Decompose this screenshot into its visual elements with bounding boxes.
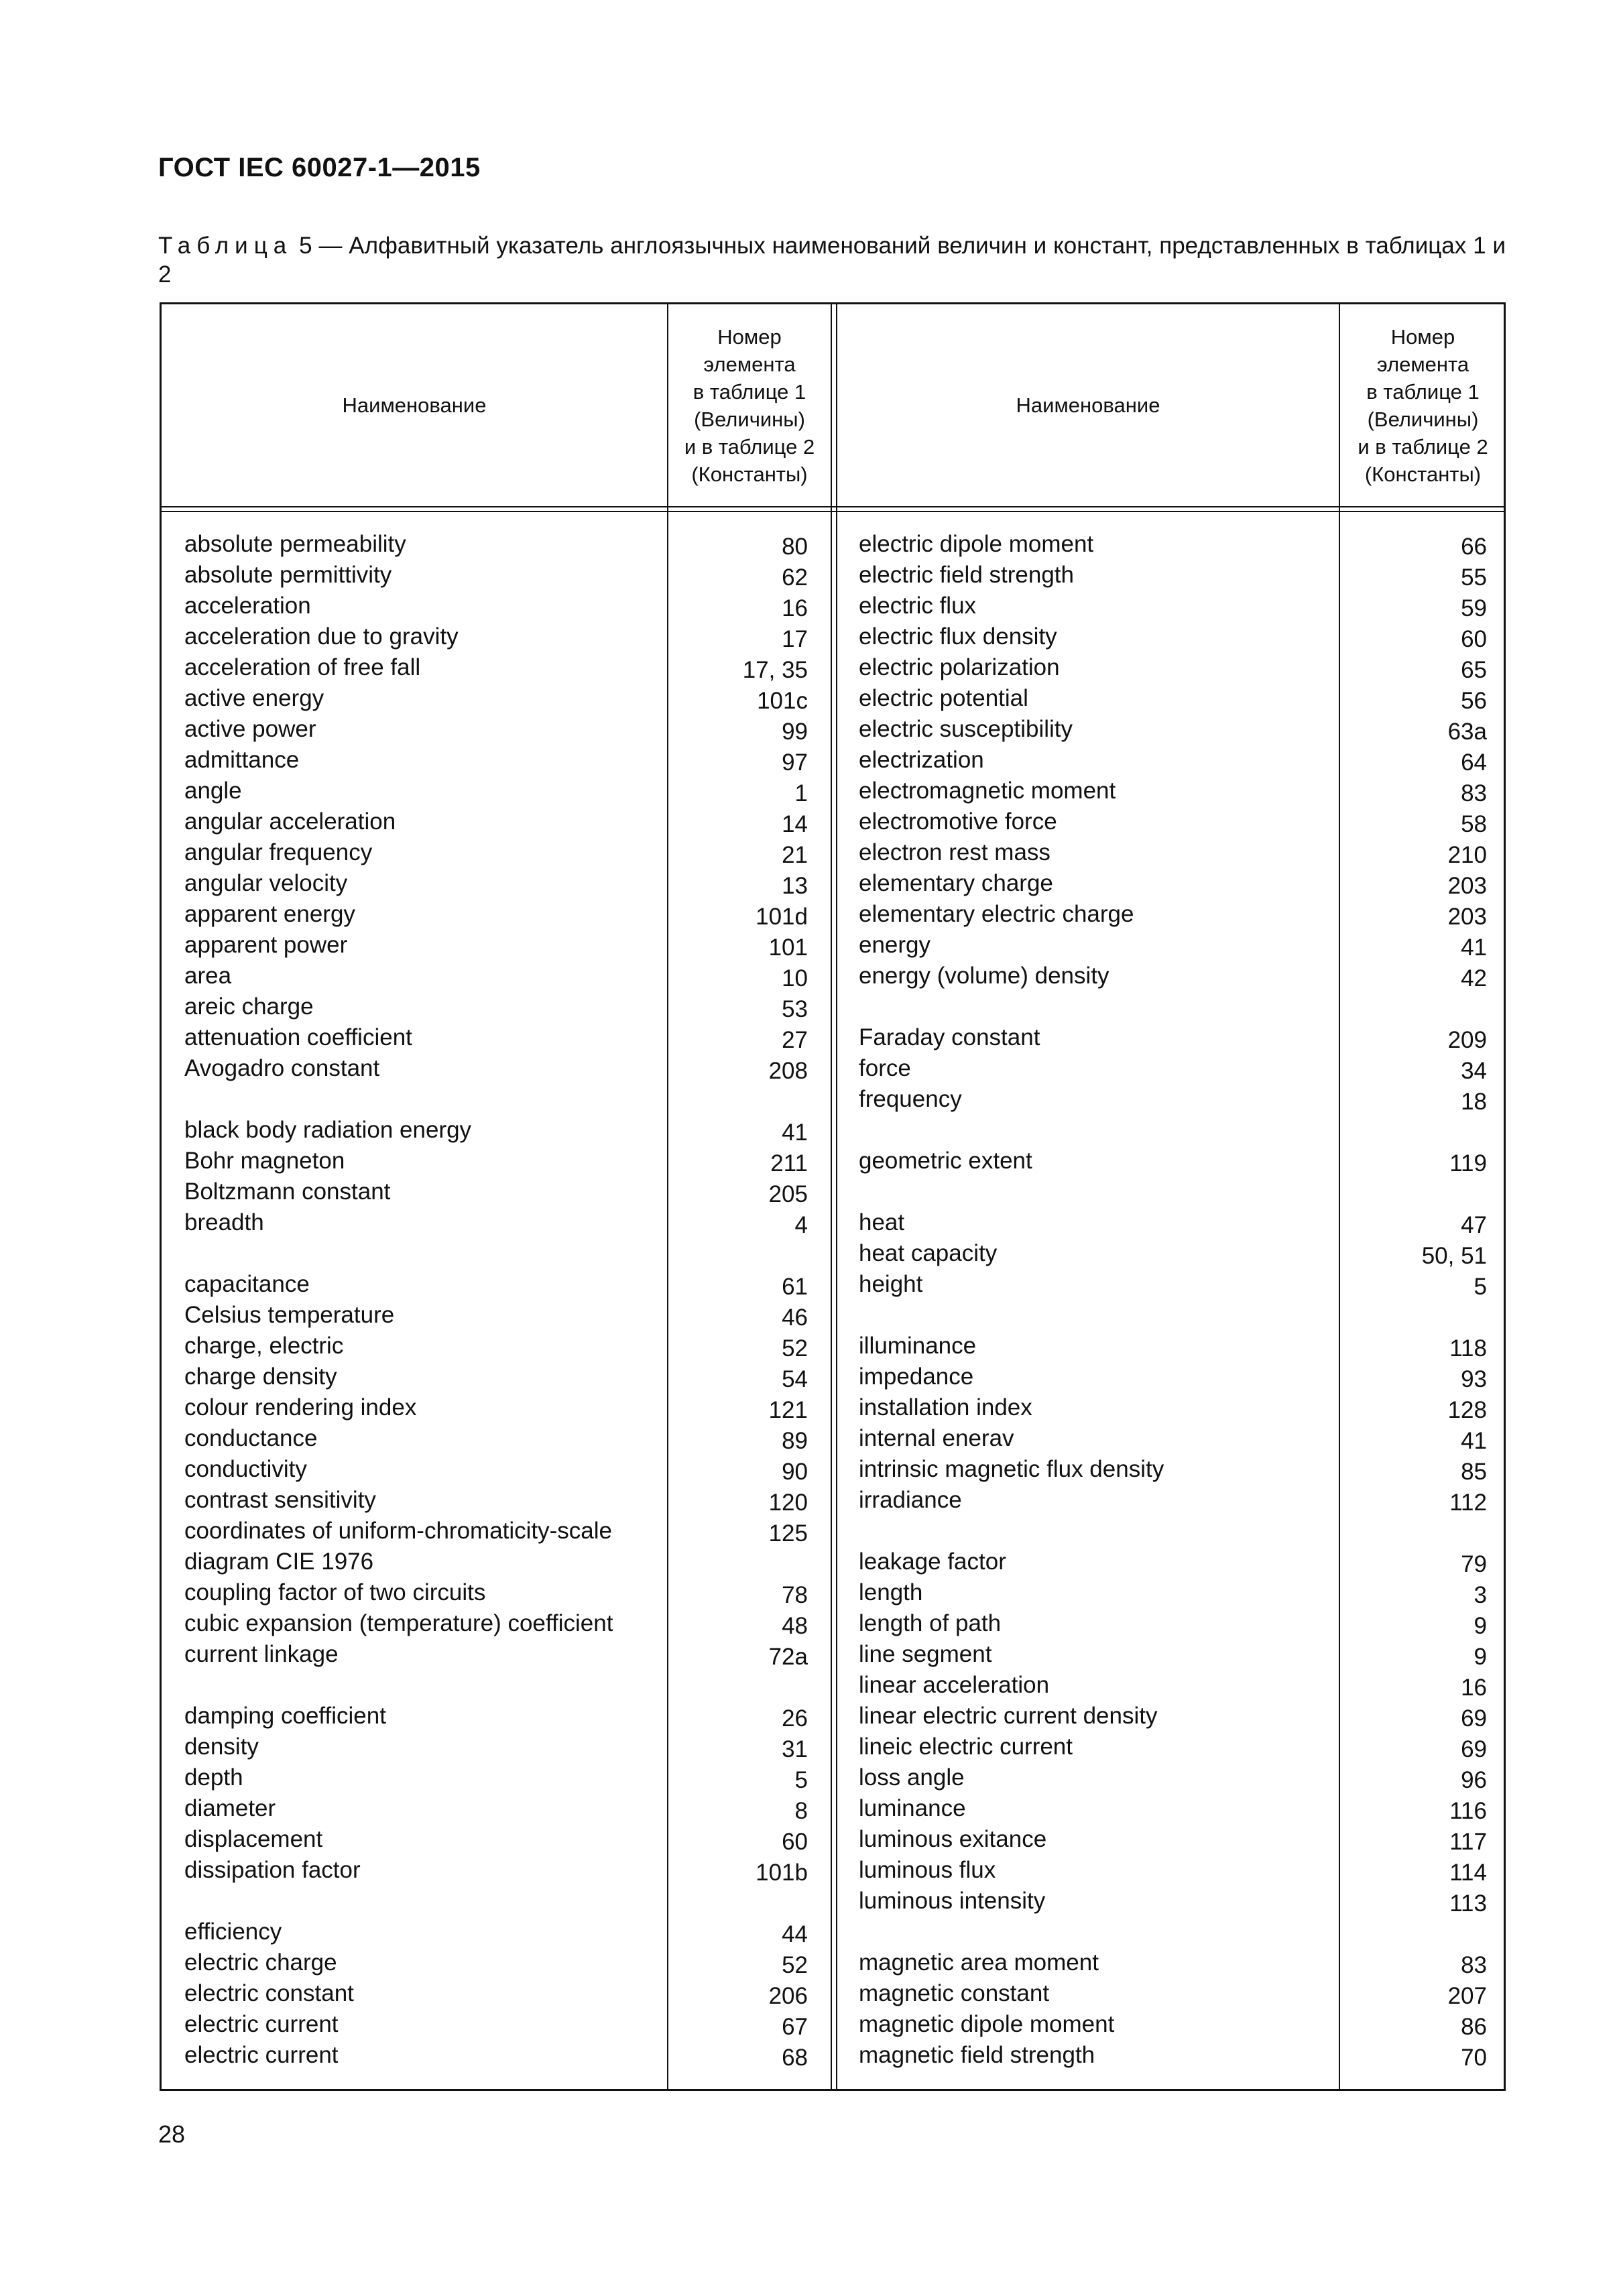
table-row [184,1331,808,1362]
entry-number: 16 [782,595,808,621]
entry-number: 128 [1447,1397,1487,1423]
table-row [859,621,1487,652]
entry-number: 101d [756,904,808,930]
table-row [859,1300,1482,1331]
divider [831,304,832,2089]
entry-name: Bohr magneton [184,1148,345,1174]
entry-name: Celsius temperature [184,1302,395,1328]
entry-number: 52 [782,1335,808,1362]
entry-number: 83 [1461,780,1487,806]
table-row [859,1639,1487,1670]
table-row [859,1762,1487,1793]
entry-name: installation index [859,1394,1032,1421]
table-row [184,1978,808,2009]
entry-number: 64 [1461,749,1487,776]
entry-name: conductivity [184,1456,307,1482]
table-row [859,1392,1487,1423]
entry-name: efficiency [184,1919,282,1945]
entry-number: 42 [1461,965,1487,991]
entry-number: 118 [1449,1335,1487,1362]
entry-number: 96 [1461,1767,1487,1793]
entry-number: 17, 35 [742,657,808,683]
entry-name: illuminance [859,1333,977,1359]
entry-name: length [859,1579,923,1606]
entry-number: 203 [1447,904,1487,930]
entry-name: geometric extent [859,1148,1032,1174]
entry-name: heat capacity [859,1240,998,1266]
entry-number: 21 [782,842,808,868]
entry-number: 112 [1449,1490,1487,1516]
entry-name: luminous intensity [859,1888,1046,1914]
entry-name: electric charge [184,1949,337,1976]
table-caption [158,231,1506,289]
table-row [184,1115,808,1146]
table-row [184,1300,808,1331]
entry-name: elementary charge [859,870,1053,896]
table-row [859,776,1487,806]
table-row [184,1947,808,1978]
entry-number: 89 [782,1428,808,1454]
table-row [184,868,808,899]
entry-number: 4 [794,1212,808,1238]
entry-name: displacement [184,1826,323,1852]
entry-number: 58 [1461,811,1487,837]
entry-number: 211 [770,1150,808,1176]
entry-number: 119 [1449,1150,1487,1176]
entry-number: 209 [1447,1027,1487,1053]
entry-name: absolute permeability [184,531,406,557]
entry-number: 44 [782,1921,808,1947]
entry-name: angular velocity [184,870,348,896]
entry-name: electric potential [859,685,1028,711]
table-row [859,1022,1487,1053]
entry-name: impedance [859,1364,974,1390]
entry-number: 41 [1461,934,1487,961]
table-row [184,1762,808,1793]
entry-number: 78 [782,1582,808,1608]
entry-number: 85 [1461,1459,1487,1485]
table-row [859,899,1487,930]
entry-number: 90 [782,1459,808,1485]
entry-name: line segment [859,1641,992,1667]
table-row [184,1392,808,1423]
table-row [184,1886,808,1917]
entry-name: irradiance [859,1487,962,1513]
entry-number: 120 [768,1490,808,1516]
header-number-left: Номер элемента в таблице 1 (Величины) и в таблице 2 (Константы) [684,324,815,486]
entry-name: leakage factor [859,1549,1006,1575]
entry-number: 97 [782,749,808,776]
entry-number: 34 [1461,1058,1487,1084]
entry-number: 61 [782,1274,808,1300]
table-row [184,1485,808,1516]
table-row [859,652,1487,683]
entry-name: apparent power [184,932,348,958]
table-row [859,1978,1487,2009]
table-row [184,1670,808,1701]
entry-name: damping coefficient [184,1703,386,1729]
entry-name: contrast sensitivity [184,1487,376,1513]
entry-name: loss angle [859,1764,965,1791]
table-row [859,1176,1482,1207]
table-row [184,1917,808,1947]
table-row [184,930,808,961]
entry-name: electric constant [184,1980,354,2006]
table-row [184,776,808,806]
divider [162,506,1504,507]
entry-name: capacitance [184,1271,310,1297]
table-row [859,1423,1487,1454]
index-table [160,302,1506,2091]
entry-name: energy (volume) density [859,963,1109,989]
table-row [859,1454,1487,1485]
header-number-right: Номер элемента в таблице 1 (Величины) и в таблице 2 (Константы) [1358,324,1488,486]
table-row [184,621,808,652]
table-row [859,591,1487,621]
entry-number: 10 [782,965,808,991]
table-row [859,1146,1487,1176]
table-row [859,837,1487,868]
entry-name: linear electric current density [859,1703,1158,1729]
table-row [184,1639,808,1670]
entry-number: 60 [1461,626,1487,652]
table-row [184,1146,808,1176]
entry-name: coupling factor of two circuits [184,1579,486,1606]
table-row [859,991,1482,1022]
entry-number: 47 [1461,1212,1487,1238]
table-row [184,1701,808,1732]
table-row [859,1577,1487,1608]
entry-number: 5 [1474,1274,1487,1300]
entry-number: 1 [794,780,808,806]
table-row [184,1824,808,1855]
entry-number: 101b [756,1860,808,1886]
entry-number: 117 [1449,1829,1487,1855]
entry-name: elementary electric charge [859,901,1134,927]
table-row [184,1084,808,1115]
table-row [859,1207,1487,1238]
entry-number: 65 [1461,657,1487,683]
entry-number: 205 [768,1181,808,1207]
entry-name: internal enerav [859,1425,1014,1451]
table-row [859,1053,1487,1084]
entry-number: 203 [1447,873,1487,899]
entry-number: 69 [1461,1705,1487,1732]
entry-number: 79 [1461,1551,1487,1577]
table-row [184,1423,808,1454]
entry-number: 41 [782,1120,808,1146]
entry-name: charge, electric [184,1333,344,1359]
entry-number: 208 [768,1058,808,1084]
table-row [859,1947,1487,1978]
table-row [859,1516,1482,1547]
entry-number: 3 [1474,1582,1487,1608]
table-row [859,1084,1487,1115]
entry-name: attenuation coefficient [184,1024,412,1050]
entry-name: electric dipole moment [859,531,1094,557]
entry-number: 101c [757,688,808,714]
entry-name: electric current [184,2042,339,2068]
table-row [859,714,1487,745]
table-row [859,930,1487,961]
entry-name: electric polarization [859,654,1060,680]
entry-number: 69 [1461,1736,1487,1762]
table-row [859,806,1487,837]
entry-number: 83 [1461,1952,1487,1978]
entry-number: 18 [1461,1089,1487,1115]
table-row [184,1269,808,1300]
entry-number: 113 [1449,1890,1487,1917]
right-entries [859,529,1487,2071]
table-row [859,1485,1487,1516]
entry-name: magnetic constant [859,1980,1050,2006]
entry-name: acceleration [184,593,311,619]
table-row [859,1917,1482,1947]
entry-name: area [184,963,232,989]
entry-name: frequency [859,1086,962,1112]
table-row [184,591,808,621]
entry-name: electric flux [859,593,977,619]
entry-number: 66 [1461,534,1487,560]
entry-number: 99 [782,719,808,745]
table-row [184,806,808,837]
entry-name: angle [184,778,242,804]
entry-name: Avogadro constant [184,1055,380,1081]
entry-name: height [859,1271,923,1297]
entry-number: 16 [1461,1675,1487,1701]
table-row [184,1855,808,1886]
table-row [859,1269,1487,1300]
entry-number: 46 [782,1305,808,1331]
entry-name: breadth [184,1209,264,1235]
entry-name: active power [184,716,316,742]
entry-name: areic charge [184,993,314,1020]
entry-name: cubic expansion (temperature) coefficient [184,1610,613,1636]
table-row [184,1793,808,1824]
entry-number: 121 [768,1397,808,1423]
entry-number: 114 [1449,1860,1487,1886]
entry-name: angular frequency [184,839,373,865]
entry-number: 17 [782,626,808,652]
entry-number: 62 [782,564,808,591]
entry-name: heat [859,1209,905,1235]
table-row [859,1608,1487,1639]
table-row [859,1362,1487,1392]
header-name-right: Наименование [1016,394,1160,417]
table-row [859,961,1487,991]
table-row [184,1732,808,1762]
table-row [184,1547,808,1577]
entry-name: charge density [184,1364,337,1390]
entry-name: admittance [184,747,300,773]
entry-number: 8 [794,1798,808,1824]
entry-name: length of path [859,1610,1002,1636]
table-row [184,683,808,714]
entry-name: Boltzmann constant [184,1179,391,1205]
table-row [184,560,808,591]
entry-name: Faraday constant [859,1024,1040,1050]
table-row [184,1362,808,1392]
entry-name: diameter [184,1795,276,1821]
table-row [859,560,1487,591]
entry-number: 56 [1461,688,1487,714]
table-row [184,2040,808,2071]
entry-name: electromotive force [859,808,1057,835]
entry-number: 54 [782,1366,808,1392]
entry-name: force [859,1055,911,1081]
entry-name: depth [184,1764,243,1791]
table-row [184,1516,808,1547]
page-number: 28 [158,2120,186,2148]
table-row [859,1238,1487,1269]
entry-name: dissipation factor [184,1857,361,1883]
entry-number: 60 [782,1829,808,1855]
entry-name: electric field strength [859,562,1074,588]
table-row [184,961,808,991]
entry-name: luminous exitance [859,1826,1047,1852]
entry-number: 210 [1447,842,1487,868]
table-row [184,714,808,745]
caption-prefix: Таблица [158,233,293,259]
table-row [184,837,808,868]
entry-number: 63a [1447,719,1487,745]
table-row [184,745,808,776]
table-row [184,2009,808,2040]
entry-name: black body radiation energy [184,1117,472,1143]
table-row [184,1454,808,1485]
entry-name: conductance [184,1425,318,1451]
table-row [184,1207,808,1238]
entry-number: 72a [768,1644,808,1670]
entry-number: 68 [782,2045,808,2071]
entry-name: acceleration due to gravity [184,623,459,650]
caption-text: 5 — Алфавитный указатель англоязычных наименований величин и констант, представленных в таблицах 1 и 2 [158,233,1506,288]
entry-name: electrization [859,747,984,773]
table-row [859,868,1487,899]
entry-name: magnetic area moment [859,1949,1099,1976]
table-row [184,652,808,683]
entry-name: active energy [184,685,324,711]
entry-name: electromagnetic moment [859,778,1116,804]
entry-number: 101 [768,934,808,961]
entry-name: electric flux density [859,623,1057,650]
entry-number: 67 [782,2014,808,2040]
table-row [859,1115,1482,1146]
entry-number: 14 [782,811,808,837]
entry-number: 48 [782,1613,808,1639]
entry-number: 26 [782,1705,808,1732]
entry-name: density [184,1734,259,1760]
table-row [859,2040,1487,2071]
table-row [859,1855,1487,1886]
entry-name: acceleration of free fall [184,654,421,680]
left-entries [184,529,808,2071]
entry-number: 31 [782,1736,808,1762]
entry-number: 9 [1474,1644,1487,1670]
entry-name: apparent energy [184,901,355,927]
entry-number: 52 [782,1952,808,1978]
document-code: ГОСТ IEC 60027-1—2015 [158,153,481,182]
table-row [859,1824,1487,1855]
entry-number: 13 [782,873,808,899]
table-row [859,745,1487,776]
entry-name: linear acceleration [859,1672,1050,1698]
entry-number: 53 [782,996,808,1022]
table-row [859,2009,1487,2040]
entry-name: current linkage [184,1641,339,1667]
table-row [859,1547,1487,1577]
entry-number: 59 [1461,595,1487,621]
entry-number: 93 [1461,1366,1487,1392]
table-row [859,1793,1487,1824]
table-row [184,991,808,1022]
table-row [859,1886,1487,1917]
table-row [859,1331,1487,1362]
entry-name: electric susceptibility [859,716,1073,742]
table-row [859,529,1487,560]
table-row [184,1608,808,1639]
table-row [184,899,808,930]
entry-number: 27 [782,1027,808,1053]
entry-number: 125 [768,1520,808,1547]
entry-name: electric current [184,2011,339,2037]
table-row [859,1701,1487,1732]
entry-name: magnetic dipole moment [859,2011,1115,2037]
entry-number: 70 [1461,2045,1487,2071]
table-row [859,683,1487,714]
entry-name: electron rest mass [859,839,1050,865]
divider [836,304,837,2089]
table-row [184,1053,808,1084]
entry-number: 207 [1447,1983,1487,2009]
entry-name: intrinsic magnetic flux density [859,1456,1164,1482]
entry-name: diagram CIE 1976 [184,1549,374,1575]
entry-name: energy [859,932,931,958]
entry-name: luminous flux [859,1857,996,1883]
table-row [184,529,808,560]
entry-number: 55 [1461,564,1487,591]
entry-name: coordinates of uniform-chromaticity-scale [184,1518,613,1544]
entry-name: luminance [859,1795,966,1821]
divider [162,511,1504,512]
entry-number: 9 [1474,1613,1487,1639]
entry-number: 116 [1449,1798,1487,1824]
table-row [184,1022,808,1053]
entry-number: 41 [1461,1428,1487,1454]
entry-name: colour rendering index [184,1394,417,1421]
entry-name: lineic electric current [859,1734,1073,1760]
entry-number: 80 [782,534,808,560]
table-row [184,1238,808,1269]
entry-number: 86 [1461,2014,1487,2040]
header-name-left: Наименование [342,394,487,417]
table-row [184,1577,808,1608]
entry-name: magnetic field strength [859,2042,1095,2068]
table-row [859,1732,1487,1762]
table-row [184,1176,808,1207]
entry-number: 50, 51 [1421,1243,1487,1269]
entry-number: 206 [768,1983,808,2009]
entry-name: absolute permittivity [184,562,392,588]
entry-name: angular acceleration [184,808,396,835]
entry-number: 5 [794,1767,808,1793]
table-row [859,1670,1487,1701]
